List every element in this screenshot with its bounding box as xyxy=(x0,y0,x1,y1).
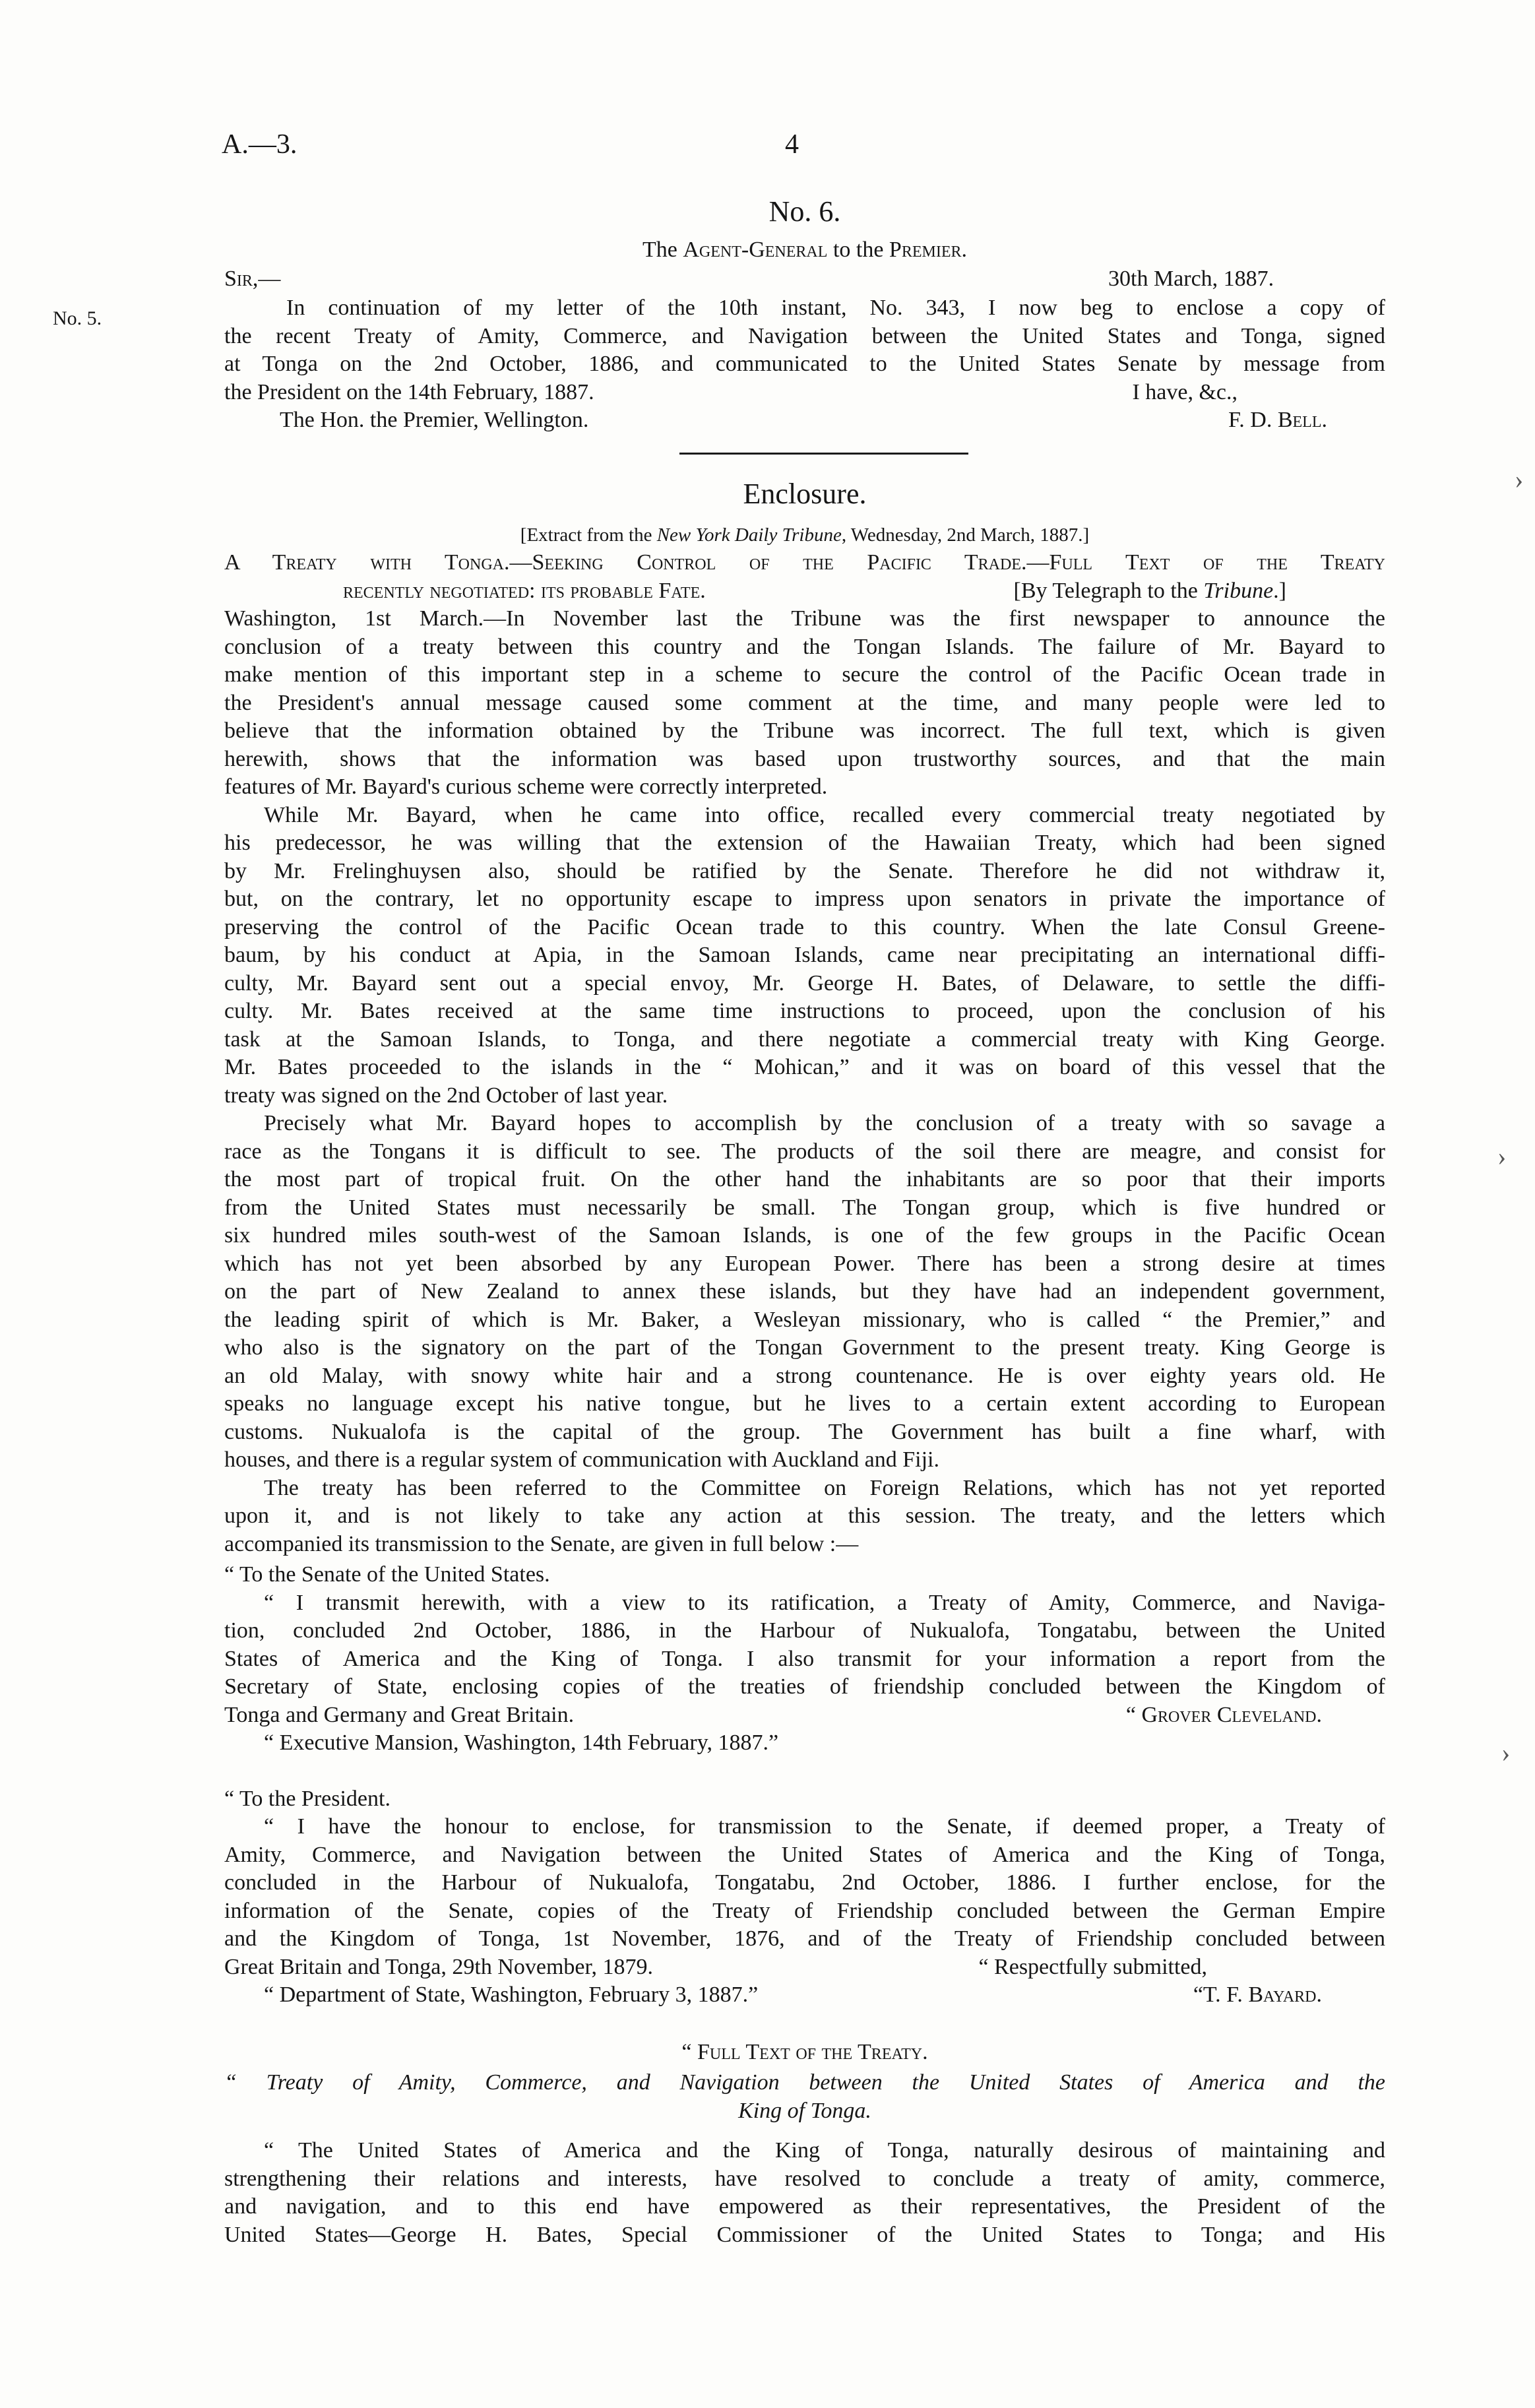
paragraph-1: Washington, 1st March.—In November last the Tribune was the first newspaper to announce the conclusion of a treaty between this country and the Tongan Islands. The failure of Mr. Bayard to make mention of this important step in a scheme to secure the control of the Pacific Ocean trade in the President's annual message caused some comment at the time, and many people were led to believe that the information obtained by the Tribune was incorrect. The full text, which is given herewith, shows that the information was based upon trustworthy sources, and that the main features of Mr. Bayard's curious scheme were correctly interpreted. xyxy=(224,606,1385,799)
margin-mark: › xyxy=(1497,1141,1507,1171)
letter-body: In continuation of my letter of the 10th instant, No. 343, I now beg to enclose a copy of the recent Treaty of Amity, Commerce, and Navigation between the United States and Tonga, signed at Tonga on the 2nd October, 1886, and communicated to the United States Senate by message from the President on the 14th February, 1887. I have, &c., The Hon. the Premier, Wellington. F. D. Bell. xyxy=(224,296,1385,432)
extract-note: [Extract from the New York Daily Tribune, Wednesday, 2nd March, 1887.] xyxy=(520,524,1090,546)
margin-mark: › xyxy=(1501,1738,1511,1767)
letter-number: No. 6. xyxy=(768,195,841,228)
letter-subtitle: The Agent-General to the Premier. xyxy=(642,238,967,262)
salutation: Sir,— xyxy=(224,267,281,291)
headline: A Treaty with Tonga.—Seeking Control of the Pacific Trade.—Full Text of the Treaty xyxy=(224,550,1385,575)
paragraph-2: While Mr. Bayard, when he came into office, recalled every commercial treaty negotiated by his predecessor, he was willing that the extension of the Hawaiian Treaty, which had been signed by Mr. Frelinghuysen also, should be ratified by the Senate. Therefore he did not withdraw it, but, on the contrary, let no opportunity escape to impress upon senators in private the importance of preserving the control of the Pacific Ocean trade to this country. When the late Consul Greene- baum, by his conduct at Apia, in the Samoan Islands, came near precipitating an international diffi- culty, Mr. Bayard sent out a special envoy, Mr. George H. Bates, of Delaware, to settle the diffi- culty. Mr. Bates received at the same time instructions to proceed, upon the conclusion of his task at the Samoan Islands, to Tonga, and there negotiate a commercial treaty with King George. Mr. Bates proceeded to the islands in the “ Mohican,” and it was on board of this vessel that the treaty was signed on the 2nd October of last year. xyxy=(224,802,1385,1108)
page-number: 4 xyxy=(785,129,799,160)
series-number: A.—3. xyxy=(222,129,298,160)
section-divider xyxy=(679,453,968,455)
enclosure-title: Enclosure. xyxy=(743,478,867,510)
senate-message: “ To the Senate of the United States. “ I transmit herewith, with a view to its ratification, a Treaty of Amity, Commerce, and Naviga- tion, concluded 2nd October, 1886, in the Harbour of Nukualofa, Tongatabu, between the United States of America and the King of Tonga. I also transmit for your information a report from the Secretary of State, enclosing copies of the treaties of friendship concluded between the Kingdom of Tonga and Germany and Great Britain. “ Grover Cleveland. “ Executive Mansion, Washington, 14th February, 1887.” xyxy=(224,1562,1385,1755)
paragraph-3: Precisely what Mr. Bayard hopes to accomplish by the conclusion of a treaty with so savage a race as the Tongans it is difficult to see. The products of the soil there are meagre, and consist for the most part of tropical fruit. On the other hand the inhabitants are so poor that their imports from the United States must necessarily be small. The Tongan group, which is five hundred or six hundred miles south-west of the Samoan Islands, is one of the few groups in the Pacific Ocean which has not yet been absorbed by any European Power. There has been a strong desire at times on the part of New Zealand to annex these islands, but they have had an independent government, the leading spirit of which is Mr. Baker, a Wesleyan missionary, who is called “ the Premier,” and who also is the signatory on the part of the Tongan Government to the present treaty. King George is an old Malay, with snowy white hair and a strong countenance. He is over eighty years old. He speaks no language except his native tongue, but he lives to a certain extent according to European customs. Nukualofa is the capital of the group. The Government has built a fine wharf, with houses, and there is a regular system of communication with Auckland and Fiji. xyxy=(224,1111,1385,1472)
president-letter: “ To the President. “ I have the honour to enclose, for transmission to the Senate, if deemed proper, a Treaty of Amity, Commerce, and Navigation between the United States of America and the King of Tonga, concluded in the Harbour of Nukualofa, Tongatabu, 2nd October, 1886. I further enclose, for the information of the Senate, copies of the Treaty of Friendship concluded between the German Empire and the Kingdom of Tonga, 1st November, 1876, and of the Treaty of Friendship concluded between Great Britain and Tonga, 29th November, 1879. “ Respectfully submitted, “ Department of State, Washington, February 3, 1887.” “T. F. Bayard. xyxy=(224,1786,1385,2007)
full-text-heading: “ Full Text of the Treaty. xyxy=(681,2039,928,2064)
letter-date: 30th March, 1887. xyxy=(1108,267,1274,291)
paragraph-4: The treaty has been referred to the Committee on Foreign Relations, which has not yet reported upon it, and is not likely to take any action at this session. The treaty, and the letters which accompanied its transmission to the Senate, are given in full below :— xyxy=(224,1475,1385,1556)
treaty-title: “ Treaty of Amity, Commerce, and Navigation between the United States of America and the King of Tonga. xyxy=(224,2070,1385,2123)
article-body xyxy=(224,549,1385,2249)
headline-second-line: recently negotiated: its probable Fate. [By Telegraph to the Tribune.] xyxy=(343,578,1286,603)
margin-reference: No. 5. xyxy=(53,307,102,329)
treaty-preamble: “ The United States of America and the King of Tonga, naturally desirous of maintaining and strengthening their relations and interests, have resolved to conclude a treaty of amity, commerce, and navigation, and to this end have empowered as their representatives, the President of the United States—George H. Bates, Special Commissioner of the United States to Tonga; and His xyxy=(224,2138,1385,2247)
margin-mark: › xyxy=(1515,464,1524,494)
